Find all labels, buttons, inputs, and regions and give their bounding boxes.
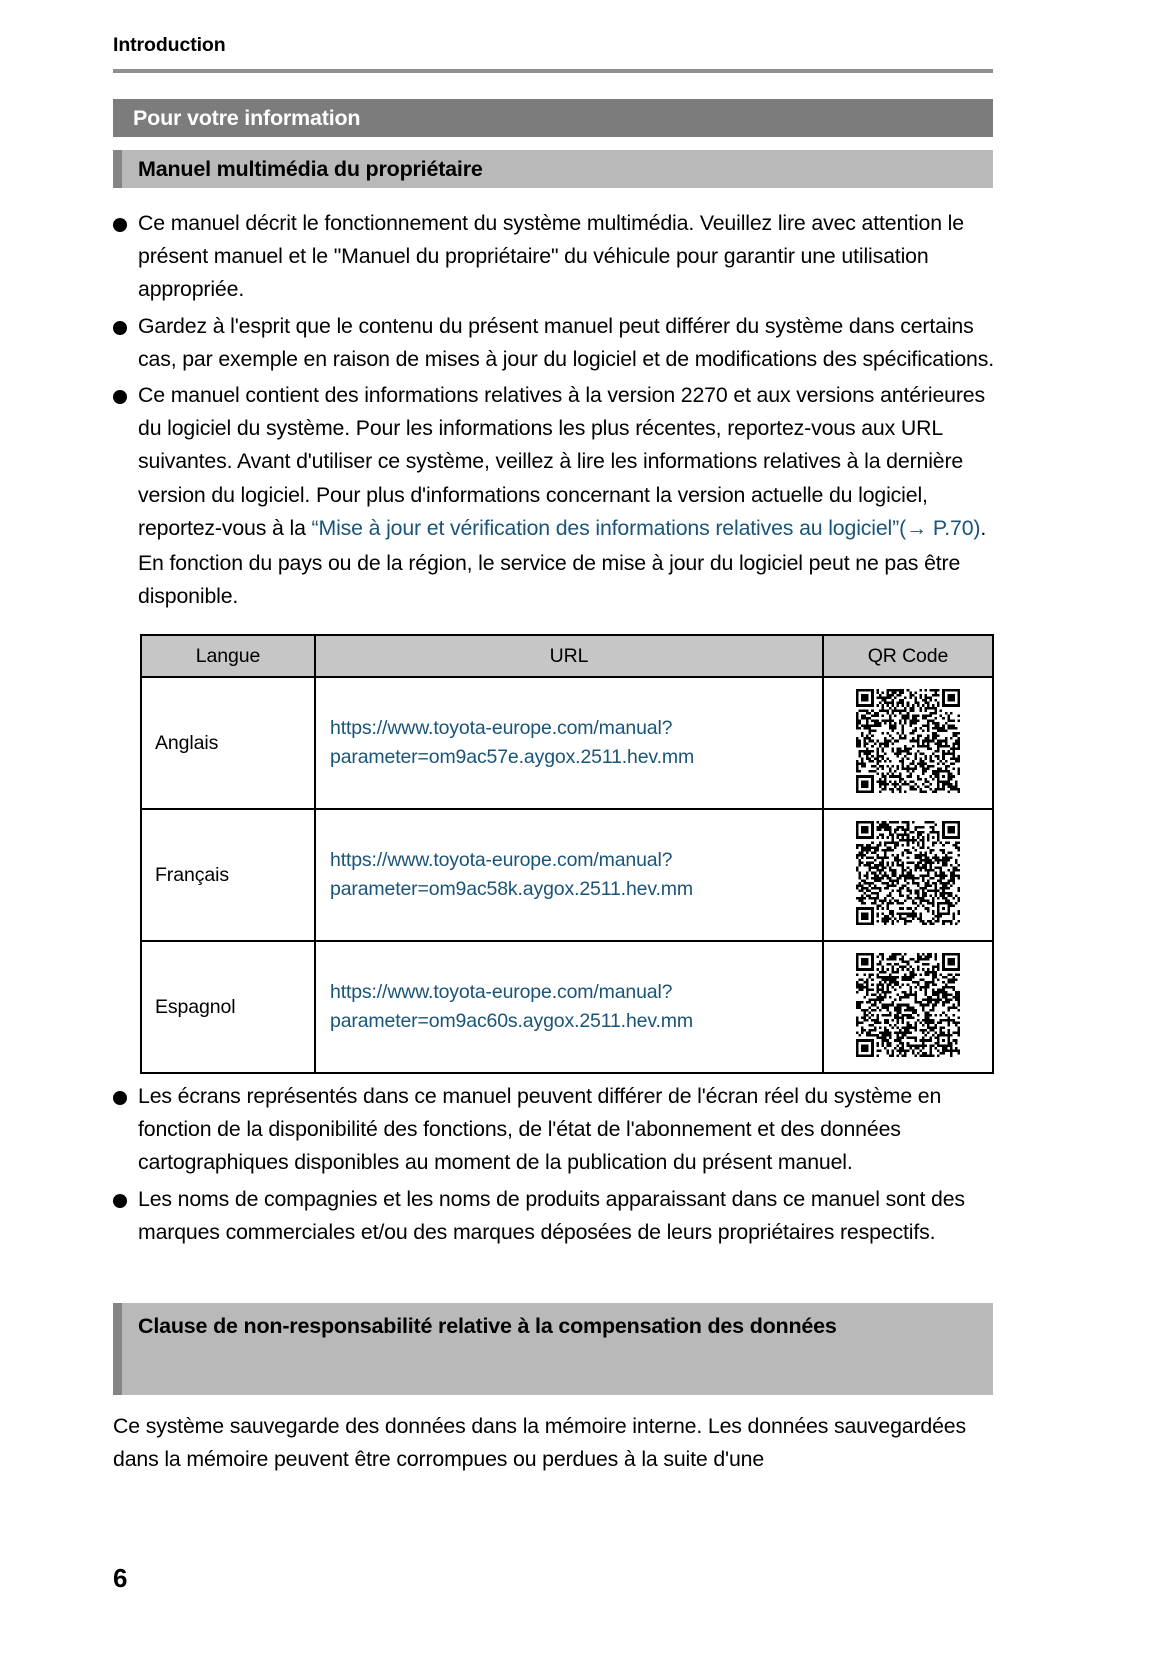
- table-row: [141, 677, 993, 809]
- closing-paragraph: Ce système sauvegarde des données dans la mémoire interne. Les données sauvegardées dans la mémoire peuvent être corrompues ou perdues à la suite d'une: [113, 1414, 966, 1472]
- cell-url[interactable]: [315, 809, 823, 941]
- list-item: [113, 1183, 1003, 1249]
- url-link[interactable]: https://www.toyota-europe.com/manual? parameter=om9ac57e.aygox.2511.hev.mm: [330, 717, 695, 768]
- bullet-text-after-link: .: [980, 515, 987, 540]
- url-table-wrapper: [140, 634, 992, 1074]
- column-header-qrcode: QR Code: [823, 635, 993, 677]
- section-banner: [113, 99, 993, 137]
- cell-language: Français: [141, 809, 315, 941]
- list-item: [113, 207, 1003, 307]
- table-row: [141, 941, 993, 1073]
- list-item: [113, 1080, 1003, 1180]
- qr-code-icon: [856, 953, 960, 1057]
- bullet-list-bottom: [113, 1080, 1003, 1252]
- clause-banner-label: Clause de non-responsabilité relative à la compensation des données: [138, 1314, 837, 1338]
- bullet-text: Gardez à l'esprit que le contenu du présent manuel peut différer du système dans certains cas, par exemple en raison de mises à jour du logiciel et de modifications des spécifications.: [138, 313, 994, 371]
- column-header-langue: Langue: [141, 635, 315, 677]
- bullet-dot-icon: [113, 1091, 127, 1105]
- bullet-dot-icon: [113, 321, 127, 335]
- qr-code-icon: [856, 689, 960, 793]
- bullet-dot-icon: [113, 218, 127, 232]
- url-link[interactable]: https://www.toyota-europe.com/manual? parameter=om9ac58k.aygox.2511.hev.mm: [330, 849, 693, 900]
- list-item: [113, 379, 1003, 613]
- bullet-text: Les écrans représentés dans ce manuel peuvent différer de l'écran réel du système en fonction de la disponibilité des fonctions, de l'état de l'abonnement et des données cartographiques disponibles au moment de la publication du présent manuel.: [138, 1084, 942, 1175]
- cell-language: Espagnol: [141, 941, 315, 1073]
- cross-reference-link[interactable]: “Mise à jour et vérification des informations relatives au logiciel”(→ P.70): [311, 515, 981, 540]
- bullet-text: Les noms de compagnies et les noms de produits apparaissant dans ce manuel sont des marques commerciales et/ou des marques déposées de leurs propriétaires respectifs.: [138, 1186, 965, 1244]
- qr-code-icon: [856, 821, 960, 925]
- bullet-sub-paragraph: En fonction du pays ou de la région, le service de mise à jour du logiciel peut ne pas être disponible.: [138, 551, 961, 609]
- url-link[interactable]: https://www.toyota-europe.com/manual? parameter=om9ac60s.aygox.2511.hev.mm: [330, 981, 693, 1032]
- bullet-text: [138, 379, 1003, 613]
- table-row: [141, 809, 993, 941]
- cell-qr-code: [823, 677, 993, 809]
- bullet-list-top: [113, 207, 1003, 616]
- url-table: [140, 634, 994, 1074]
- clause-banner: [113, 1303, 993, 1395]
- bullet-text-before-link: Ce manuel contient des informations relatives à la version 2270 et aux versions antérieures du logiciel du système. Pour les informations les plus récentes, reportez-vous aux URL suivantes. Avant d'utiliser ce système, veillez à lire les informations relatives à la dernière version du logiciel. Pour plus d'informations concernant la version actuelle du logiciel, reportez-vous à la: [138, 383, 985, 540]
- cell-url[interactable]: [315, 941, 823, 1073]
- list-item: [113, 310, 1003, 376]
- cell-language: Anglais: [141, 677, 315, 809]
- running-head-rule: [113, 69, 993, 73]
- cell-qr-code: [823, 941, 993, 1073]
- subsection-banner: [113, 150, 993, 188]
- bullet-dot-icon: [113, 390, 127, 404]
- table-header-row: [141, 635, 993, 677]
- page-number: 6: [113, 1563, 128, 1593]
- bullet-text: Ce manuel décrit le fonctionnement du système multimédia. Veuillez lire avec attention le présent manuel et le "Manuel du propriétaire" du véhicule pour garantir une utilisation appropriée.: [138, 211, 964, 302]
- running-head: Introduction: [113, 34, 226, 56]
- column-header-url: URL: [315, 635, 823, 677]
- bullet-dot-icon: [113, 1194, 127, 1208]
- cell-url[interactable]: [315, 677, 823, 809]
- cell-qr-code: [823, 809, 993, 941]
- section-banner-label: Pour votre information: [133, 105, 361, 130]
- subsection-banner-label: Manuel multimédia du propriétaire: [138, 156, 483, 181]
